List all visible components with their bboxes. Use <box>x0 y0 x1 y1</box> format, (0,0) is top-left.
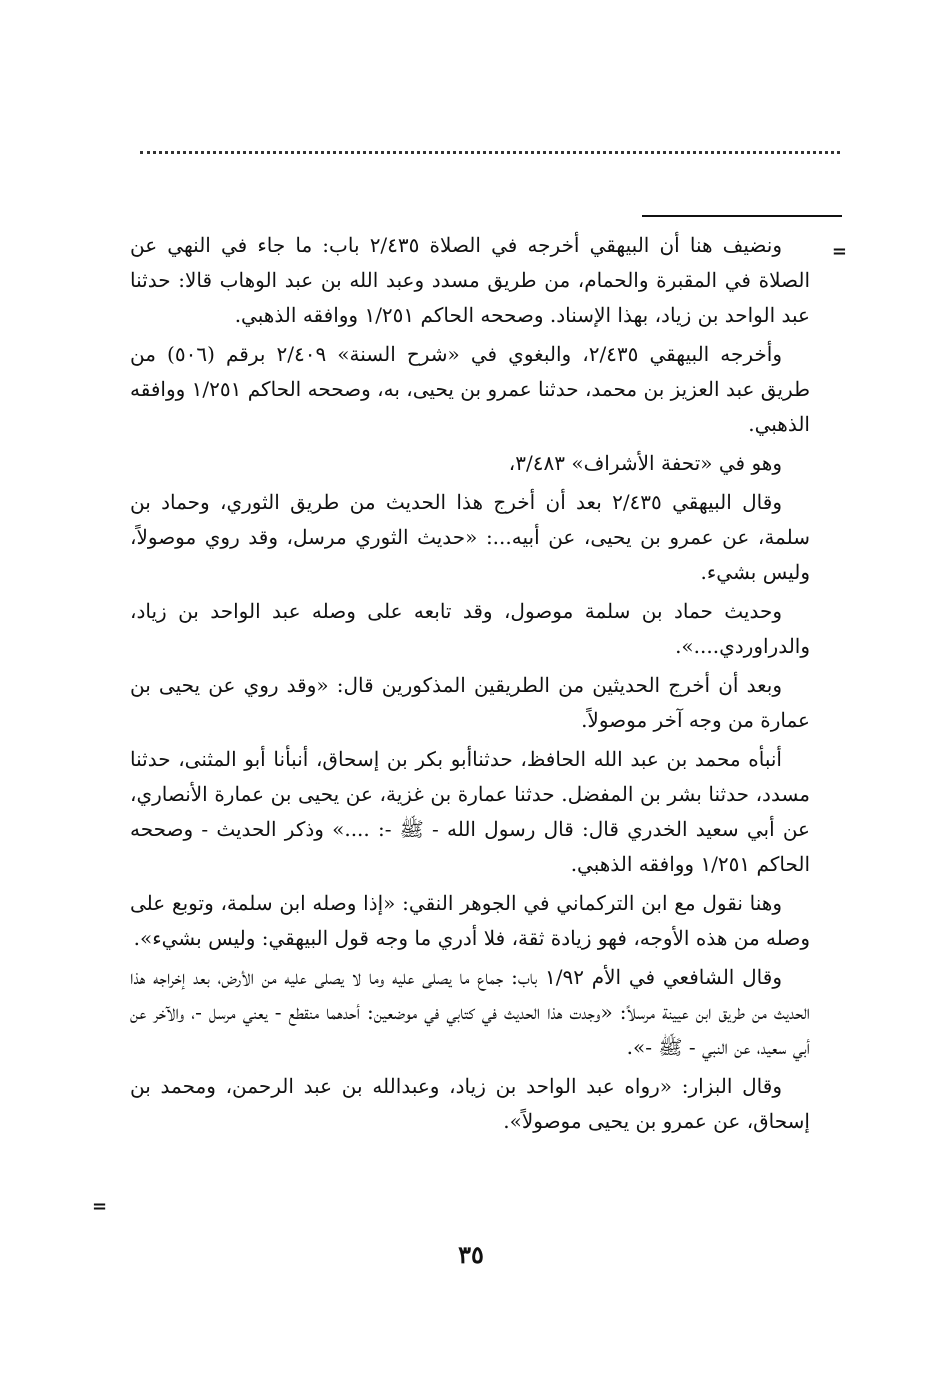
footnote-paragraph: وهنا نقول مع ابن التركماني في الجوهر النقي: «إذا وصله ابن سلمة، وتوبع على وصله من هذه الأوجه، فهو زيادة ثقة، فلا أدري ما وجه قول البيهقي: وليس بشيء». <box>130 891 810 950</box>
footnote-paragraph: وقال البزار: «رواه عبد الواحد بن زياد، وعبدالله بن عبد الرحمن، ومحمد بن إسحاق، عن عمرو بن يحيى موصولاً». <box>130 1074 810 1133</box>
continued-from-mark: = <box>831 241 847 262</box>
continues-to-mark: = <box>92 1196 108 1217</box>
footnote-block <box>130 228 810 1143</box>
footnote-paragraph: وحديث حماد بن سلمة موصول، وقد تابعه على وصله عبد الواحد بن زياد، والدراوردي....». <box>130 599 810 658</box>
footnote-rule <box>642 215 842 217</box>
page-number: ٣٥ <box>458 1240 484 1269</box>
footnote-paragraph: وبعد أن أخرج الحديثين من الطريقين المذكورين قال: «وقد روي عن يحيى بن عمارة من وجه آخر موصولاً. <box>130 673 810 732</box>
footnote-paragraph: ونضيف هنا أن البيهقي أخرجه في الصلاة ٢/٤٣٥ باب: ما جاء في النهي عن الصلاة في المقبرة والحمام، من طريق مسدد وعبد الله بن عبد الوهاب قالا: حدثنا عبد الواحد بن زياد، بهذا الإسناد. وصححه الحاكم ١/٢٥١ ووافقه الذهبي. <box>130 233 810 327</box>
footnote-paragraph: وهو في «تحفة الأشراف» ٣/٤٨٣، <box>508 451 782 475</box>
footnote-paragraph: وأخرجه البيهقي ٢/٤٣٥، والبغوي في «شرح السنة» ٢/٤٠٩ برقم (٥٠٦) من طريق عبد العزيز بن محمد، حدثنا عمرو بن يحيى، به، وصححه الحاكم ١/٢٥١ ووافقه الذهبي. <box>130 342 810 436</box>
footnote-paragraph: أنبأه محمد بن عبد الله الحافظ، حدثناأبو بكر بن إسحاق، أنبأنا أبو المثنى، حدثنا مسدد، حدثنا بشر بن المفضل. حدثنا عمارة بن غزية، عن يحيى بن عمارة الأنصاري، عن أبي سعيد الخدري قال: قال رسول الله - ﷺ -: ....» وذكر الحديث - وصححه الحاكم ١/٢٥١ ووافقه الذهبي. <box>130 747 810 876</box>
footnote-paragraph: وقال الشافعي في الأم ١/٩٢ باب: جماع ما يصلى عليه وما لا يصلى عليه من الأرض، بعد إخراجه هذا الحديث من طريق ابن عيينة مرسلاً: «وجدت هذا الحديث في كتابي في موضعين: أحدهما منقطع - يعني مرسل -، والآخر عن أبي سعيد، عن النبي - ﷺ -». <box>130 965 810 1059</box>
footnote-paragraph: وقال البيهقي ٢/٤٣٥ بعد أن أخرج هذا الحديث من طريق الثوري، وحماد بن سلمة، عن عمرو بن يحيى، عن أبيه...: «حديث الثوري مرسل، وقد روي موصولاً، وليس بشيء. <box>130 490 810 584</box>
dotted-separator <box>140 151 840 154</box>
